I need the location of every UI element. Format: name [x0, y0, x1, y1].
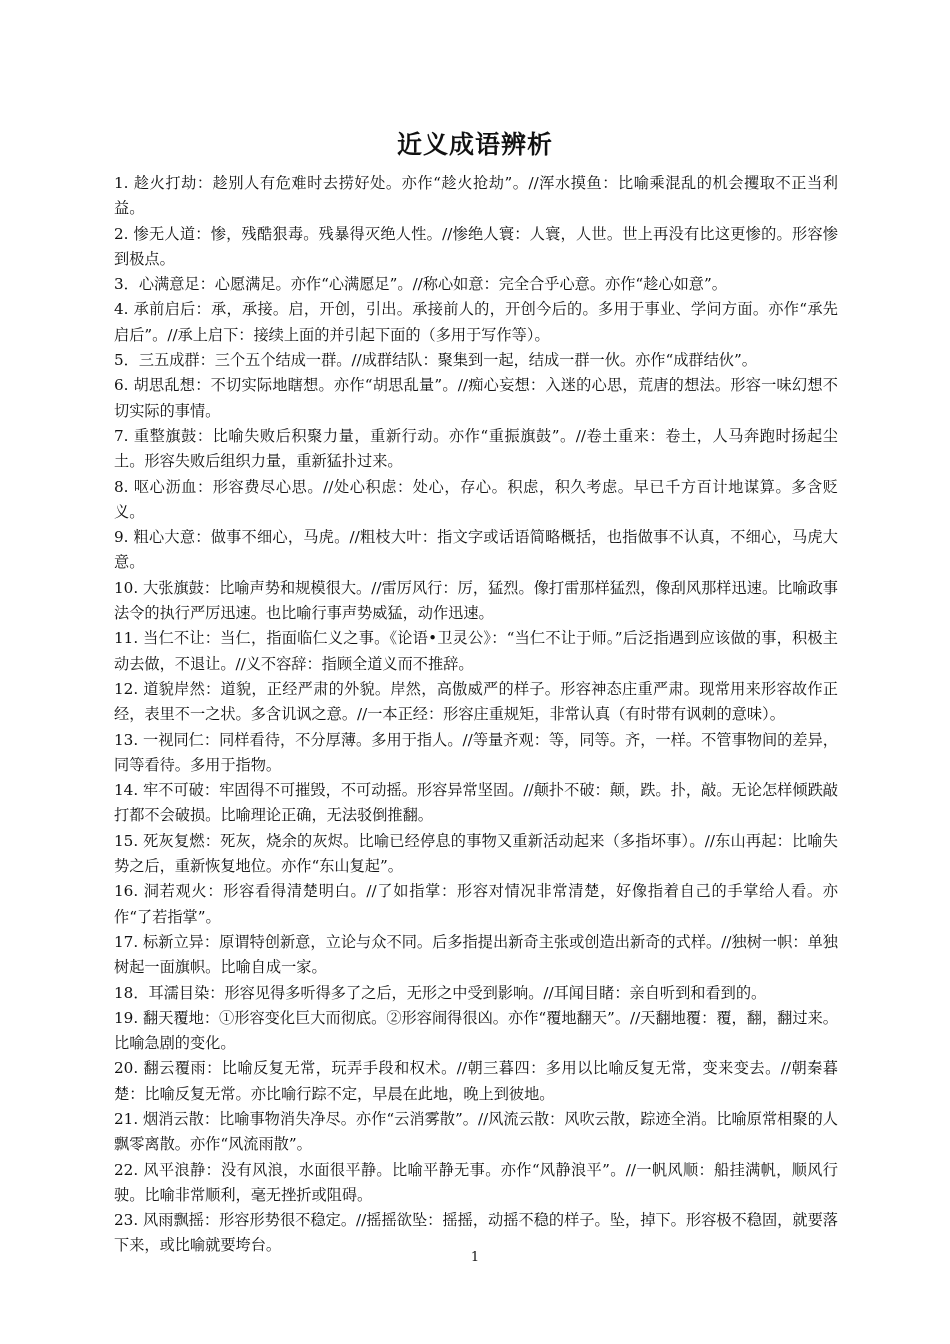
entry-5: 5．三五成群：三个五个结成一群。//成群结队：聚集到一起，结成一群一伙。亦作“成群结伙”。: [114, 351, 757, 370]
entry-17: 17. 标新立异：原谓特创新意，立论与众不同。后多指提出新奇主张或创造出新奇的式样。//独树一帜：单独树起一面旗帜。比喻自成一家。: [114, 932, 838, 977]
entry-4: 4. 承前启后：承，承接。启，开创，引出。承接前人的，开创今后的。多用于事业、学问方面。亦作“承先启后”。//承上启下：接续上面的并引起下面的（多用于写作等）。: [114, 300, 838, 344]
entry-23: 23. 风雨飘摇：形容形势很不稳定。//摇摇欲坠：摇摇，动摇不稳的样子。坠，掉下。形容极不稳固，就要落下来，或比喻就要垮台。: [114, 1211, 838, 1255]
entry-18: 18．耳濡目染：形容见得多听得多了之后，无形之中受到影响。//耳闻目睹：亲自听到和看到的。: [114, 983, 767, 1002]
document-title: 近义成语辨析: [396, 130, 553, 159]
entry-6: 6. 胡思乱想：不切实际地瞎想。亦作“胡思乱量”。//痴心妄想：入迷的心思，荒唐的想法。形容一味幻想不切实际的事情。: [114, 376, 838, 420]
page-number: 1: [470, 1250, 480, 1265]
entry-19: 19. 翻天覆地：①形容变化巨大而彻底。②形容闹得很凶。亦作“覆地翻天”。//天翻地覆：覆，翻，翻过来。比喻急剧的变化。: [114, 1008, 838, 1053]
entry-14: 14. 牢不可破：牢固得不可摧毁，不可动摇。形容异常坚固。//颠扑不破：颠，跌。扑，敲。无论怎样倾跌敲打都不会破损。比喻理论正确，无法驳倒推翻。: [114, 781, 838, 825]
entry-2: 2. 惨无人道：惨，残酷狠毒。残暴得灭绝人性。//惨绝人寰：人寰，人世。世上再没有比这更惨的。形容惨到极点。: [114, 224, 838, 268]
entry-7: 7. 重整旗鼓：比喻失败后积聚力量，重新行动。亦作“重振旗鼓”。//卷土重来：卷土，人马奔跑时扬起尘土。形容失败后组织力量，重新猛扑过来。: [114, 426, 838, 471]
entry-21: 21. 烟消云散：比喻事物消失净尽。亦作“云消雾散”。//风流云散：风吹云散，踪迹全消。比喻原常相聚的人飘零离散。亦作“风流雨散”。: [114, 1109, 838, 1154]
entry-1: 1. 趁火打劫：趁别人有危难时去捞好处。亦作“趁火抢劫”。//浑水摸鱼：比喻乘混乱的机会攫取不正当利益。: [114, 174, 838, 218]
entry-list: [114, 171, 838, 1259]
entry-15: 15. 死灰复燃：死灰，烧余的灰烬。比喻已经停息的事物又重新活动起来（多指坏事）。//东山再起：比喻失势之后，重新恢复地位。亦作“东山复起”。: [114, 831, 838, 876]
entry-9: 9. 粗心大意：做事不细心，马虎。//粗枝大叶：指文字或话语简略概括，也指做事不认真，不细心，马虎大意。: [114, 528, 838, 572]
entry-22: 22. 风平浪静：没有风浪，水面很平静。比喻平静无事。亦作“风静浪平”。//一帆风顺：船挂满帆，顺风行驶。比喻非常顺利，毫无挫折或阻碍。: [114, 1160, 838, 1204]
entry-11: 11. 当仁不让：当仁，指面临仁义之事。《论语•卫灵公》：“当仁不让于师。”后泛指遇到应该做的事，积极主动去做，不退让。//义不容辞：指顾全道义而不推辞。: [114, 629, 838, 673]
entry-8: 8. 呕心沥血：形容费尽心思。//处心积虑：处心，存心。积虑，积久考虑。早已千方百计地谋算。多含贬义。: [114, 477, 838, 521]
entry-20: 20. 翻云覆雨：比喻反复无常，玩弄手段和权术。//朝三暮四：多用以比喻反复无常，变来变去。//朝秦暮楚：比喻反复无常。亦比喻行踪不定，早晨在此地，晚上到彼地。: [114, 1059, 838, 1103]
entry-16: 16. 洞若观火：形容看得清楚明白。//了如指掌：形容对情况非常清楚，好像指着自己的手掌给人看。亦作“了若指掌”。: [114, 882, 838, 926]
entry-10: 10. 大张旗鼓：比喻声势和规模很大。//雷厉风行：厉，猛烈。像打雷那样猛烈，像刮风那样迅速。比喻政事法令的执行严厉迅速。也比喻行事声势威猛，动作迅速。: [114, 578, 838, 623]
entry-13: 13. 一视同仁：同样看待，不分厚薄。多用于指人。//等量齐观：等，同等。齐，一样。不管事物间的差异，同等看待。多用于指物。: [114, 730, 838, 774]
entry-12: 12. 道貌岸然：道貌，正经严肃的外貌。岸然，高傲威严的样子。形容神态庄重严肃。现常用来形容故作正经，表里不一之状。多含讥讽之意。//一本正经：形容庄重规矩，非常认真（有时带有讽刺的意味）。: [114, 679, 838, 724]
entry-3: 3．心满意足：心愿满足。亦作“心满愿足”。//称心如意：完全合乎心意。亦作“趁心如意”。: [114, 275, 727, 294]
